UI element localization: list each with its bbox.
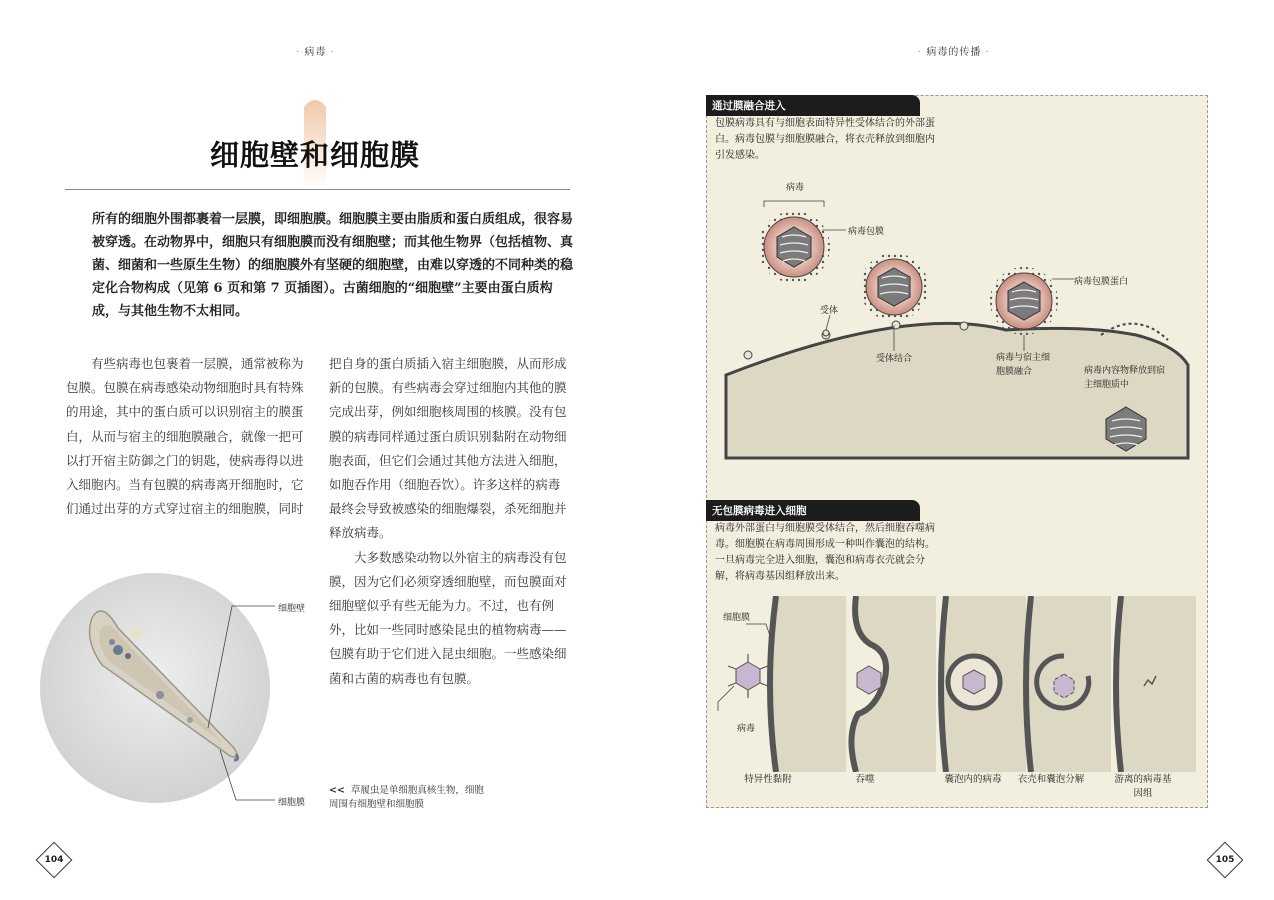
endocytosis-diagram	[706, 596, 1208, 772]
membrane-fusion-diagram	[706, 175, 1208, 465]
title-divider	[65, 189, 570, 190]
virus-particle-2	[860, 253, 928, 321]
label-receptor: 受体	[820, 306, 839, 316]
left-running-title: · 病毒 ·	[296, 47, 335, 58]
label-envelope: 病毒包膜	[848, 227, 885, 237]
stage-label-2: 吞噬	[855, 774, 875, 785]
stage-uncoating	[1026, 596, 1111, 772]
section1-heading: 通过膜融合进入	[706, 95, 920, 116]
body-paragraph: 有些病毒也包裹着一层膜，通常被称为包膜。包膜在病毒感染动物细胞时具有特殊的用途，其中的蛋白质可以识别宿主的膜蛋白，从而与宿主的细胞膜融合，就像一把可以打开宿主防御之门的钥匙，使病毒得以进入细胞内。当有包膜的病毒离开细胞时，它们通过出芽的方式穿过宿主的细胞膜，同时	[66, 356, 304, 517]
stage-label-1: 特异性黏附	[744, 774, 792, 785]
body-column-2	[329, 352, 571, 691]
stage-label-5: 游离的病毒基因组	[1114, 774, 1172, 799]
virus-particle-1	[758, 211, 830, 283]
stage-label-3: 囊泡内的病毒	[944, 774, 1002, 785]
right-running-title: · 病毒的传播 ·	[918, 47, 990, 58]
stage-free-genome	[1116, 596, 1196, 772]
label-envelope-protein: 病毒包膜蛋白	[1074, 277, 1129, 287]
label-fusion: 病毒与宿主细胞膜融合	[996, 353, 1051, 377]
label-cell-membrane: 细胞膜	[278, 798, 306, 808]
stage-label-4: 衣壳和囊泡分解	[1017, 774, 1085, 785]
page-number-right: 105	[1207, 842, 1244, 879]
stage-vesicle	[941, 596, 1026, 772]
body-paragraph: 把自身的蛋白质插入宿主细胞膜，从而形成新的包膜。有些病毒会穿过细胞内其他的膜完成出芽，例如细胞核周围的核膜。没有包膜的病毒同样通过蛋白质识别黏附在动物细胞表面，但它们会通过其他方法进入细胞，如胞吞作用（细胞吞饮）。许多这样的病毒最终会导致被感染的细胞爆裂，杀死细胞并释放病毒。	[329, 356, 567, 541]
stage-engulfment	[851, 596, 936, 772]
label-receptor-binding: 受体结合	[876, 354, 913, 364]
photo-caption: << 草履虫是单细胞真核生物，细胞周围有细胞壁和细胞膜	[329, 785, 484, 810]
page-number-left: 104	[36, 842, 73, 879]
label-cell-wall: 细胞壁	[278, 604, 306, 614]
body-paragraph: 大多数感染动物以外宿主的病毒没有包膜，因为它们必须穿透细胞壁，而包膜面对细胞壁似乎有些无能为力。不过，也有例外，比如一些同时感染昆虫的植物病毒——包膜有助于它们进入昆虫细胞。一些感染细菌和古菌的病毒也有包膜。	[329, 549, 567, 686]
intro-paragraph: 所有的细胞外围都裹着一层膜，即细胞膜。细胞膜主要由脂质和蛋白质组成，很容易被穿透。在动物界中，细胞只有细胞膜而没有细胞壁；而其他生物界（包括植物、真菌、细菌和一些原生生物）的细胞膜外有坚硬的细胞壁，由难以穿透的不同种类的稳定化合物构成（见第 6 页和第 7 页插图）。古菌细胞的“细胞壁”主要由蛋白质构成，与其他生物不太相同。	[92, 212, 574, 319]
section2-text: 病毒外部蛋白与细胞膜受体结合，然后细胞吞噬病毒。细胞膜在病毒周围形成一种叫作囊泡的结构。一旦病毒完全进入细胞，囊泡和病毒衣壳就会分解，将病毒基因组释放出来。	[715, 523, 935, 582]
section1-text: 包膜病毒具有与细胞表面特异性受体结合的外部蛋白。病毒包膜与细胞膜融合，将衣壳释放到细胞内引发感染。	[715, 118, 935, 161]
page-title: 细胞壁和细胞膜	[210, 138, 421, 172]
virus-particle-fusing	[990, 267, 1058, 335]
caption-marker: <<	[329, 785, 345, 796]
body-column-1	[66, 352, 304, 521]
label-virus-s2: 病毒	[737, 724, 756, 734]
label-release: 病毒内容物释放到宿主细胞质中	[1084, 366, 1166, 390]
label-cell-membrane-s2: 细胞膜	[723, 613, 751, 623]
section2-heading: 无包膜病毒进入细胞	[706, 500, 920, 521]
label-virus: 病毒	[786, 183, 805, 193]
